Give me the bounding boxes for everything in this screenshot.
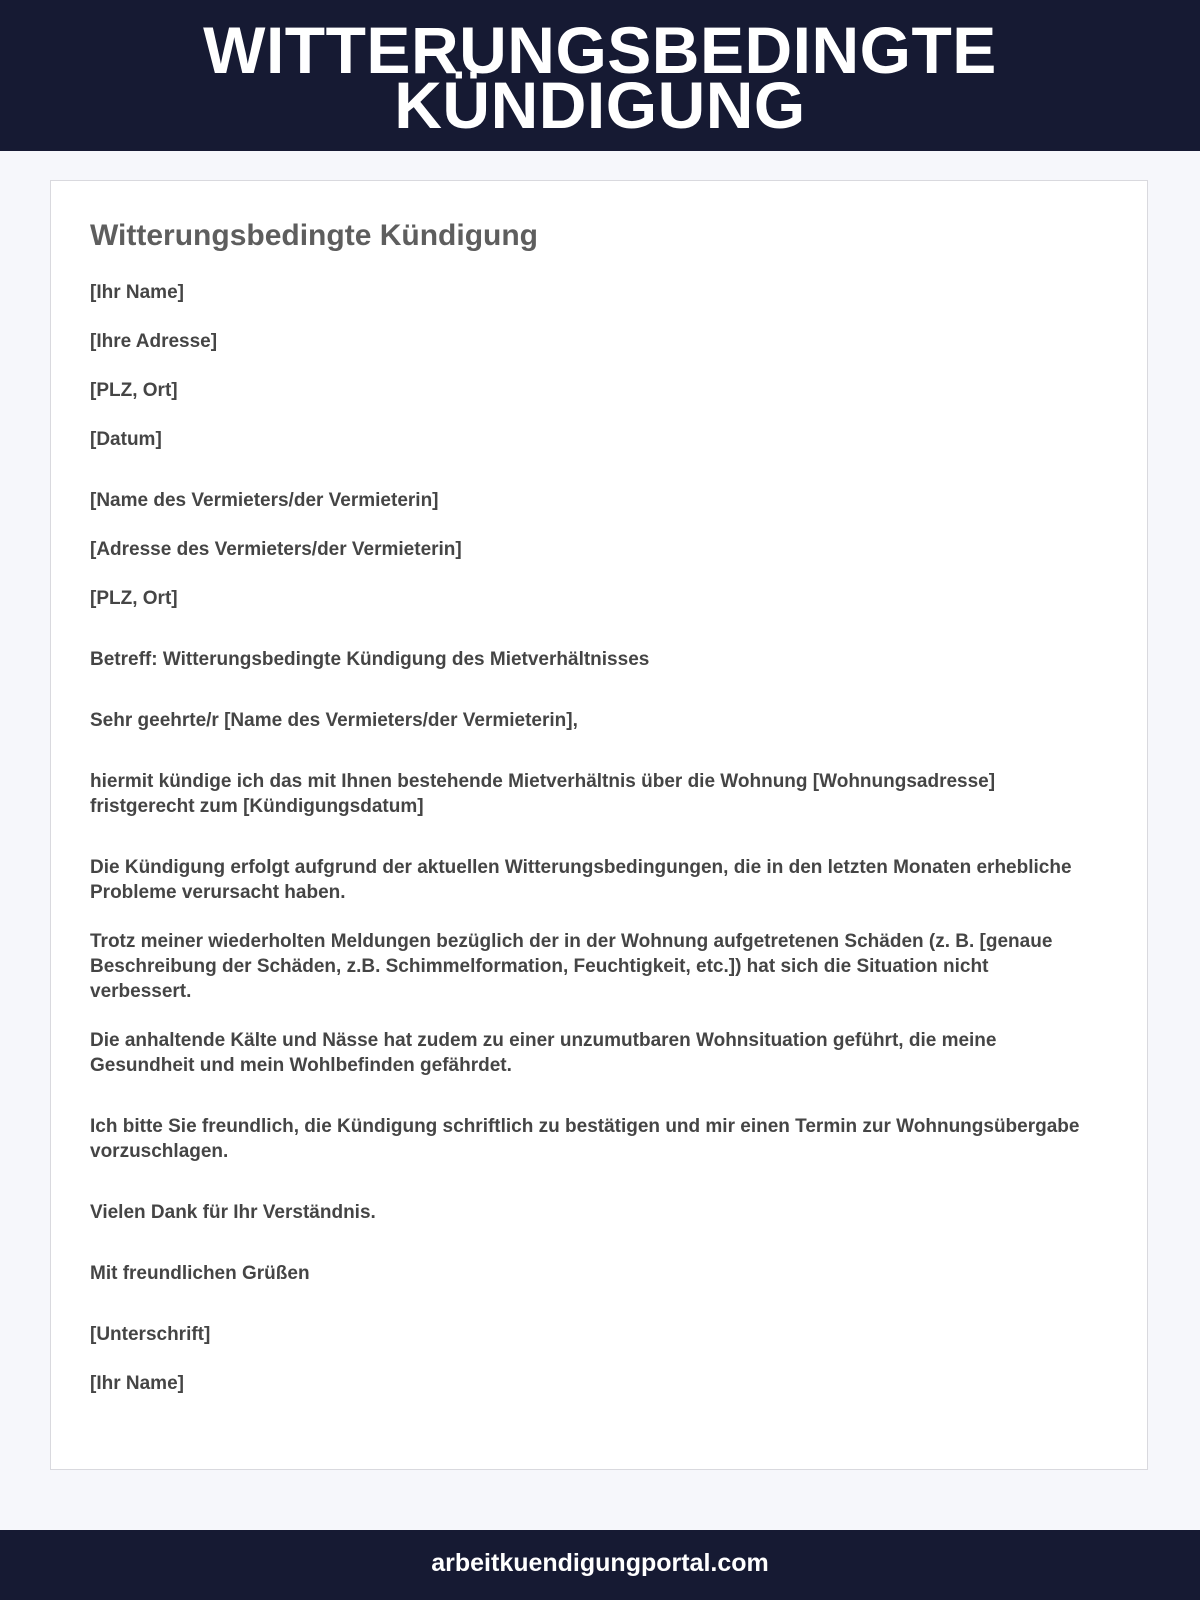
footer-bar [0,1530,1200,1600]
letter-date: [Datum] [90,429,162,450]
letter-salutation: Sehr geehrte/r [Name des Vermieters/der Vermieterin], [90,710,578,731]
recipient-city: [PLZ, Ort] [90,588,178,609]
page-title-line-2: KÜNDIGUNG [394,67,806,142]
paragraph-health: Die anhaltende Kälte und Nässe hat zudem zu einer unzumutbaren Wohnsituation geführt, die meine Gesundheit und mein Wohlbefinden gefährdet. [90,1030,997,1076]
sender-city: [PLZ, Ort] [90,380,178,401]
footer-site-name: arbeitkuendigungportal.com [431,1548,769,1577]
sender-name: [Ihr Name] [90,282,184,303]
paragraph-notice: hiermit kündige ich das mit Ihnen bestehende Mietverhältnis über die Wohnung [Wohnungsadresse] fristgerecht zum [Kündigungsdatum] [90,771,996,817]
paragraph-damages: Trotz meiner wiederholten Meldungen bezüglich der in der Wohnung aufgetretenen Schäden (z. B. [genaue Beschreibung der Schäden, z.B. Schimmelformation, Feuchtigkeit, etc.]) hat sich die Situation nicht verbessert. [90,931,1053,1002]
recipient-name: [Name des Vermieters/der Vermieterin] [90,490,439,511]
page-title-line-1: WITTERUNGSBEDINGTE [203,12,997,87]
header-banner [0,0,1200,151]
sender-address: [Ihre Adresse] [90,331,218,352]
letter-signature: [Unterschrift] [90,1324,211,1345]
paragraph-reason: Die Kündigung erfolgt aufgrund der aktuellen Witterungsbedingungen, die in den letzten Monaten erhebliche Probleme verursacht haben. [90,857,1072,903]
recipient-address: [Adresse des Vermieters/der Vermieterin] [90,539,462,560]
letter-heading: Witterungsbedingte Kündigung [90,219,538,252]
letter-closing: Mit freundlichen Grüßen [90,1263,310,1284]
signer-name: [Ihr Name] [90,1373,184,1394]
page-title [203,12,997,142]
letter-subject: Betreff: Witterungsbedingte Kündigung des Mietverhältnisses [90,649,650,670]
paragraph-request: Ich bitte Sie freundlich, die Kündigung schriftlich zu bestätigen und mir einen Termin zur Wohnungsübergabe vorzuschlagen. [90,1116,1080,1162]
letter-thanks: Vielen Dank für Ihr Verständnis. [90,1202,376,1223]
